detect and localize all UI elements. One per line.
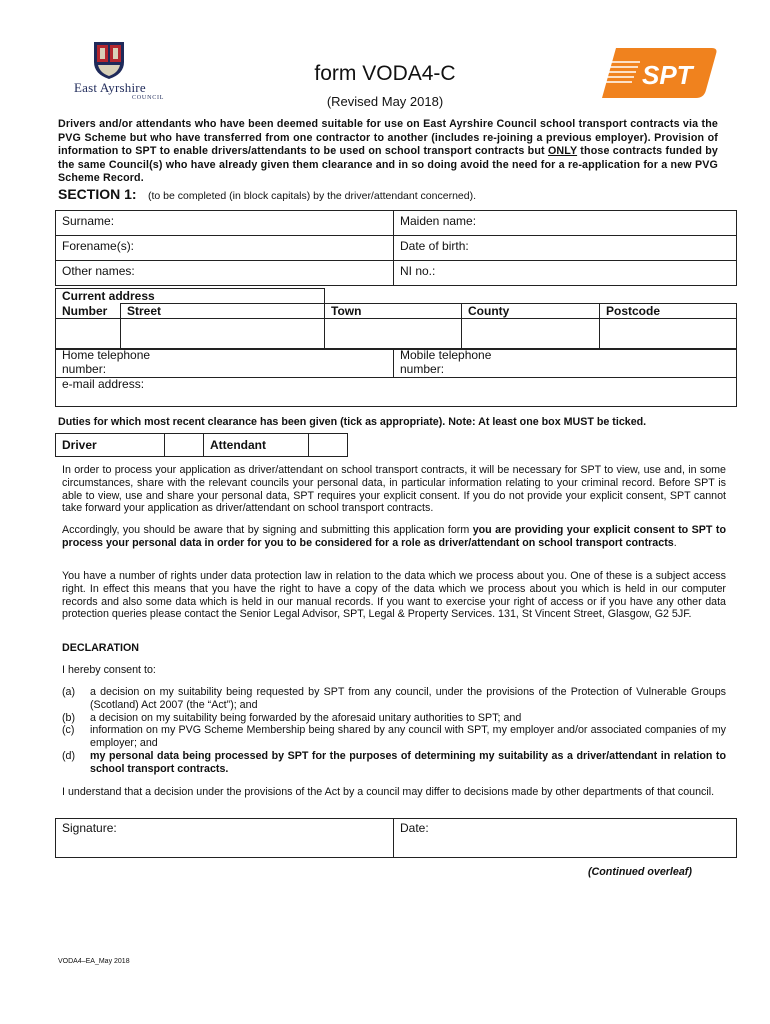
attendant-label: Attendant (204, 434, 309, 457)
council-name: East Ayrshire (74, 80, 146, 95)
signature-field[interactable]: Signature: (56, 819, 394, 858)
surname-field[interactable]: Surname: (56, 211, 394, 236)
spt-logo (600, 46, 718, 100)
consent-item: (d) my personal data being processed by SPT for the purposes of determining my suitability as a driver/attendant in relation to school transport contracts. (62, 749, 726, 775)
mobile-telephone-field[interactable]: Mobile telephone number: (394, 349, 737, 378)
address-number-input[interactable] (56, 319, 121, 350)
paragraph-explicit-consent: Accordingly, you should be aware that by signing and submitting this application form you are providing your explicit consent to SPT to process your personal data in order for you to be considered for a role as driver/attendant on school transport contracts. (62, 524, 726, 549)
contact-table (55, 348, 737, 407)
address-col-postcode: Postcode (600, 304, 737, 319)
other-names-field[interactable]: Other names: (56, 261, 394, 286)
email-field[interactable]: e-mail address: (56, 378, 737, 407)
date-field[interactable]: Date: (394, 819, 737, 858)
address-town-input[interactable] (325, 319, 462, 350)
consent-list (62, 686, 726, 776)
consent-item: (a) a decision on my suitability being requested by SPT from any council, under the provisions of the Protection of Vulnerable Groups (Scotland) Act 2007 (the “Act”); and (62, 686, 726, 711)
council-sub: COUNCIL (132, 95, 165, 101)
home-telephone-field[interactable]: Home telephone number: (56, 349, 394, 378)
section-1-note: (to be completed (in block capitals) by the driver/attendant concerned). (148, 190, 477, 202)
forenames-field[interactable]: Forename(s): (56, 236, 394, 261)
ni-number-field[interactable]: NI no.: (394, 261, 737, 286)
spt-logo-text: SPT (642, 60, 693, 90)
section-1-heading: SECTION 1: (58, 186, 137, 202)
address-col-street: Street (121, 304, 325, 319)
duties-instruction: Duties for which most recent clearance has been given (tick as appropriate). Note: At least one box MUST be ticked. (58, 416, 647, 428)
address-col-county: County (462, 304, 600, 319)
consent-item: (b) a decision on my suitability being forwarded by the aforesaid unitary authorities to SPT; and (62, 711, 522, 724)
attendant-checkbox[interactable] (309, 434, 348, 457)
paragraph-data-use: In order to process your application as driver/attendant on school transport contracts, it will be necessary for SPT to view, use and, in some circumstances, share with the relevant councils your personal data, in particular information relating to your criminal record. Before SPT is able to view, use and share your personal data, SPT requires your explicit consent. If you do not provide your explicit consent, SPT cannot take forward your application as driver/attendant on school transport contracts. (62, 464, 726, 515)
address-county-input[interactable] (462, 319, 600, 350)
consent-intro: I hereby consent to: (62, 664, 156, 676)
declaration-heading: DECLARATION (62, 642, 139, 654)
personal-details-table (55, 210, 737, 286)
current-address-heading: Current address (56, 289, 325, 304)
continued-overleaf: (Continued overleaf) (588, 866, 692, 878)
maiden-name-field[interactable]: Maiden name: (394, 211, 737, 236)
address-col-town: Town (325, 304, 462, 319)
paragraph-data-rights: You have a number of rights under data protection law in relation to the data which we process about you. One of these is a subject access right. In effect this means that you have the right to have a copy of the data which we process about you which is held in our computer records and also some data which is held in our manual records. If you want to exercise your right of access or if you have any other data protection queries please contact the Senior Legal Advisor, SPT, Legal & Property Services. 131, St Vincent Street, Glasgow, G2 5JF. (62, 570, 726, 621)
address-postcode-input[interactable] (600, 319, 737, 350)
driver-checkbox[interactable] (165, 434, 204, 457)
signature-table (55, 818, 737, 858)
form-subtitle: (Revised May 2018) (326, 94, 444, 109)
form-footer-code: VODA4–EA_May 2018 (58, 958, 130, 965)
driver-label: Driver (56, 434, 165, 457)
understanding-statement: I understand that a decision under the provisions of the Act by a council may differ to decisions made by other departments of that council. (62, 786, 715, 798)
form-title: form VODA4-C (314, 62, 456, 85)
date-of-birth-field[interactable]: Date of birth: (394, 236, 737, 261)
duties-table (55, 433, 348, 457)
address-street-input[interactable] (121, 319, 325, 350)
address-col-number: Number (56, 304, 121, 319)
only-emphasis: ONLY (547, 145, 578, 157)
intro-text: Drivers and/or attendants who have been deemed suitable for use on East Ayrshire Council school transport contracts via the PVG Scheme but who have transferred from one contractor to another (includes re-joining a previous employer). Provision of information to SPT to enable drivers/attendants to be used on school transport contracts but ONLY those contracts funded by the same Council(s) who have already given them clearance and in so doing avoid the need for a re-application for a new PVG Scheme Record. (58, 118, 718, 184)
address-table (55, 288, 737, 350)
consent-item: (c) information on my PVG Scheme Membership being shared by any council with SPT, my employer and/or associated companies of my employer; and (62, 724, 726, 750)
